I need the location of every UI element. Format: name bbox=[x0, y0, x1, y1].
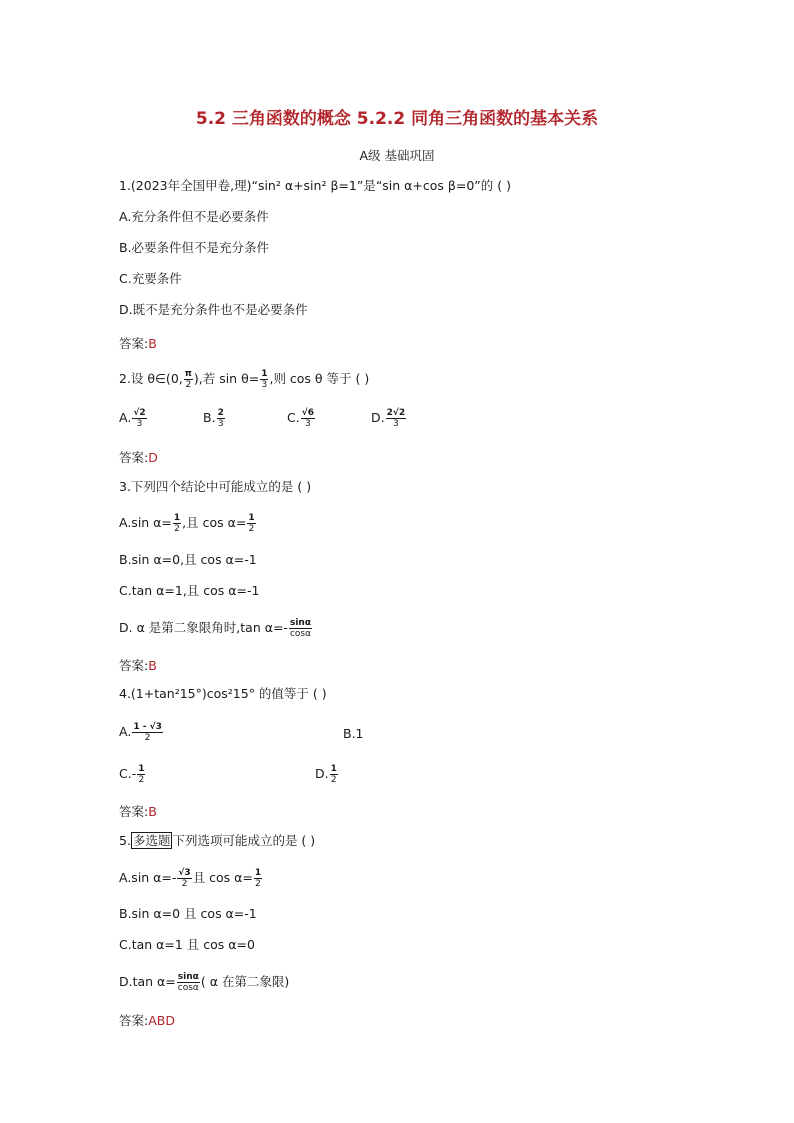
option-label: C. bbox=[287, 410, 300, 425]
fraction bbox=[289, 618, 312, 639]
fraction bbox=[177, 972, 200, 993]
fraction-numerator: sinα bbox=[289, 618, 312, 628]
fraction bbox=[217, 408, 225, 429]
fraction bbox=[177, 868, 191, 889]
q4-option-a bbox=[119, 722, 164, 743]
q1-option-b: B.必要条件但不是充分条件 bbox=[119, 240, 270, 255]
q3-option-a bbox=[119, 513, 257, 534]
option-label: C.- bbox=[119, 766, 137, 781]
fraction bbox=[137, 764, 145, 785]
answer-label: 答案: bbox=[119, 804, 149, 819]
answer-label: 答案: bbox=[119, 658, 149, 673]
section-subtitle: A级 基础巩固 bbox=[359, 148, 435, 163]
option-label: D. bbox=[315, 766, 329, 781]
fraction bbox=[132, 408, 146, 429]
q2-option-a bbox=[119, 408, 148, 429]
q1-option-c: C.充要条件 bbox=[119, 271, 182, 286]
q4-option-c bbox=[119, 764, 146, 785]
fraction bbox=[330, 764, 338, 785]
fraction-pi-over-2 bbox=[184, 369, 193, 390]
fraction-numerator: 1 bbox=[248, 513, 255, 523]
page-title: 5.2 三角函数的概念 5.2.2 同角三角函数的基本关系 bbox=[195, 109, 599, 129]
q4-option-b: B.1 bbox=[343, 726, 364, 741]
option-text: ( α 在第二象限) bbox=[200, 974, 290, 989]
fraction-denominator: 3 bbox=[217, 419, 224, 429]
option-text: ,且 cos α= bbox=[182, 515, 247, 530]
q4-answer bbox=[119, 802, 157, 820]
fraction-denominator: 2 bbox=[185, 380, 192, 390]
fraction-denominator: 2 bbox=[248, 524, 255, 534]
q2-stem-part-b: ),若 sin θ= bbox=[193, 371, 260, 386]
answer-value: B bbox=[148, 804, 157, 819]
fraction-denominator: 2 bbox=[330, 775, 337, 785]
q2-stem-part-a: 2.设 θ∈(0, bbox=[119, 371, 183, 386]
fraction-numerator: 1 bbox=[261, 369, 268, 379]
q5-option-b: B.sin α=0 且 cos α=-1 bbox=[119, 906, 257, 921]
answer-value: B bbox=[148, 336, 157, 351]
fraction-numerator: π bbox=[184, 369, 192, 379]
q2-answer bbox=[119, 448, 158, 466]
option-text: A.sin α= bbox=[119, 515, 172, 530]
fraction-denominator: 2 bbox=[138, 775, 145, 785]
q2-option-c bbox=[287, 408, 316, 429]
q4-option-d bbox=[315, 764, 339, 785]
question-text: 下列选项可能成立的是 ( ) bbox=[172, 833, 316, 848]
fraction bbox=[386, 408, 407, 429]
answer-label: 答案: bbox=[119, 450, 149, 465]
fraction-numerator: 1 bbox=[330, 764, 337, 774]
multi-choice-tag: 多选题 bbox=[132, 833, 171, 848]
fraction-numerator: √2 bbox=[133, 408, 146, 418]
fraction bbox=[132, 722, 163, 743]
fraction-numerator: 1 - √3 bbox=[133, 722, 162, 732]
q2-option-d bbox=[371, 408, 407, 429]
fraction-denominator: 2 bbox=[255, 879, 261, 889]
fraction bbox=[301, 408, 315, 429]
option-text: D. α 是第二象限角时,tan α=- bbox=[119, 620, 288, 635]
fraction-numerator: √6 bbox=[301, 408, 314, 418]
q5-option-a bbox=[119, 868, 263, 889]
fraction-denominator: 2 bbox=[144, 733, 151, 743]
q5-option-d bbox=[119, 972, 289, 993]
answer-value: D bbox=[148, 450, 158, 465]
fraction-denominator: 2 bbox=[181, 879, 188, 889]
fraction-denominator: cosα bbox=[177, 983, 199, 993]
q4-stem: 4.(1+tan²15°)cos²15° 的值等于 ( ) bbox=[119, 686, 327, 701]
q3-option-d bbox=[119, 618, 313, 639]
option-label: B. bbox=[203, 410, 216, 425]
option-text: A.sin α=- bbox=[119, 870, 177, 885]
option-text: D.tan α= bbox=[119, 974, 176, 989]
fraction-numerator: 2√2 bbox=[386, 408, 406, 418]
question-number: 5. bbox=[119, 833, 131, 848]
fraction-numerator: 1 bbox=[173, 513, 181, 523]
q5-option-c: C.tan α=1 且 cos α=0 bbox=[119, 937, 255, 952]
q1-stem: 1.(2023年全国甲卷,理)“sin² α+sin² β=1”是“sin α+cos β=0”的 ( ) bbox=[119, 178, 511, 193]
q2-stem-part-c: ,则 cos θ 等于 ( ) bbox=[269, 371, 370, 386]
fraction-denominator: 3 bbox=[261, 380, 268, 390]
q1-answer bbox=[119, 334, 157, 352]
q5-stem bbox=[119, 833, 315, 849]
option-label: D. bbox=[371, 410, 385, 425]
q3-stem: 3.下列四个结论中可能成立的是 ( ) bbox=[119, 479, 312, 494]
option-text: 且 cos α= bbox=[192, 870, 253, 885]
fraction-numerator: 1 bbox=[138, 764, 145, 774]
answer-value: ABD bbox=[148, 1013, 175, 1028]
q3-answer bbox=[119, 656, 157, 674]
q5-answer bbox=[119, 1011, 175, 1029]
fraction-denominator: 3 bbox=[393, 419, 399, 429]
fraction-denominator: 3 bbox=[304, 419, 311, 429]
q1-option-a: A.充分条件但不是必要条件 bbox=[119, 209, 269, 224]
answer-value: B bbox=[148, 658, 157, 673]
fraction-denominator: 2 bbox=[174, 524, 180, 534]
fraction-numerator: 2 bbox=[217, 408, 224, 418]
answer-label: 答案: bbox=[119, 336, 149, 351]
fraction-numerator: 1 bbox=[254, 868, 262, 878]
option-label: A. bbox=[119, 410, 132, 425]
fraction bbox=[254, 868, 262, 889]
fraction-numerator: sinα bbox=[177, 972, 199, 982]
option-label: A. bbox=[119, 724, 132, 739]
fraction-denominator: cosα bbox=[289, 629, 312, 639]
fraction bbox=[173, 513, 181, 534]
fraction-one-third bbox=[260, 369, 268, 390]
q2-option-b bbox=[203, 408, 226, 429]
fraction bbox=[247, 513, 255, 534]
q1-option-d: D.既不是充分条件也不是必要条件 bbox=[119, 302, 308, 317]
q3-option-b: B.sin α=0,且 cos α=-1 bbox=[119, 552, 257, 567]
fraction-numerator: √3 bbox=[178, 868, 191, 878]
answer-label: 答案: bbox=[119, 1013, 149, 1028]
q2-stem bbox=[119, 369, 369, 390]
fraction-denominator: 3 bbox=[136, 419, 143, 429]
q3-option-c: C.tan α=1,且 cos α=-1 bbox=[119, 583, 260, 598]
